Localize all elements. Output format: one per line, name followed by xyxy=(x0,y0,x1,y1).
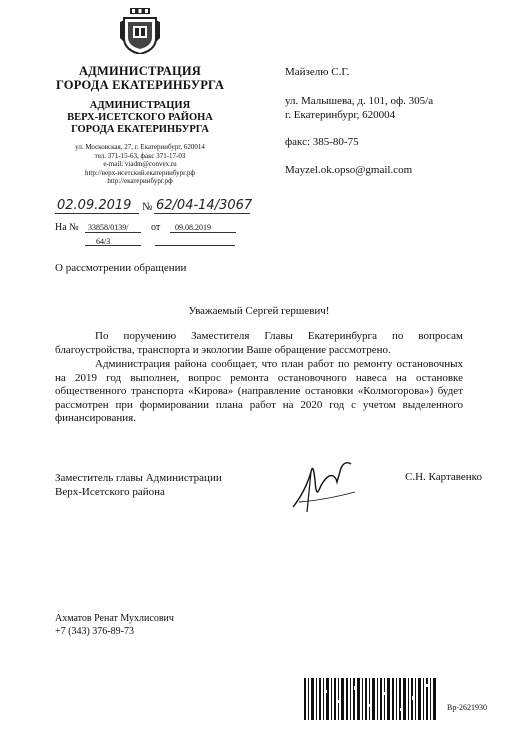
ref-from: от xyxy=(151,222,161,233)
signatory-title-line1: Заместитель главы Администрации xyxy=(55,472,222,484)
ref-date: 09.08.2019 xyxy=(175,223,211,232)
recipient-fax: факс: 385-80-75 xyxy=(285,136,359,148)
district-line1: АДМИНИСТРАЦИЯ xyxy=(89,100,191,111)
district-line2: ВЕРХ-ИСЕТСКОГО РАЙОНА xyxy=(67,112,213,123)
address-line5: http://екатеринбург.рф xyxy=(107,177,173,186)
ref-sub: 64/3 xyxy=(96,237,111,246)
signatory-title-line2: Верх-Исетского района xyxy=(55,486,165,498)
handwritten-signature xyxy=(285,452,365,517)
address-line3: e-mail: viadm@convex.ru xyxy=(103,160,177,169)
greeting: Уважаемый Сергей гершевич! xyxy=(188,305,330,317)
letter-subject: О рассмотрении обращении xyxy=(55,262,187,274)
recipient-street: ул. Малышева, д. 101, оф. 305/а xyxy=(285,95,434,107)
admin-line1: АДМИНИСТРАЦИЯ xyxy=(78,64,202,78)
executor-phone: +7 (343) 376-89-73 xyxy=(55,626,134,637)
recipient-city: г. Екатеринбург, 620004 xyxy=(285,109,396,121)
paragraph-2: Администрация района сообщает, что план работ по ремонту остановочных на 2019 год выполнен, вопрос ремонта остановочного навеса на остановке общественного транспорта «Кирова» (направление остановки «Колмогорова») будет рассмотрен при формировании плана работ на 2020 год с учетом выделенного финансирования. xyxy=(55,358,463,425)
district-contacts xyxy=(50,143,230,186)
document-code: Вр-2621930 xyxy=(447,703,487,712)
address-line2: тел. 371-15-63, факс 371-17-03 xyxy=(94,151,186,160)
paragraph-1: По поручению Заместителя Главы Екатеринбурга по вопросам благоустройства, транспорта и экологии Ваше обращение рассмотрено. xyxy=(55,330,463,356)
outgoing-number: 62/04-14/3067 xyxy=(156,198,253,213)
recipient-name: Майзелю С.Г. xyxy=(285,66,350,78)
district-line3: ГОРОДА ЕКАТЕРИНБУРГА xyxy=(71,124,209,135)
address-line1: ул. Московская, 27, г. Екатеринбург, 620014 xyxy=(75,143,205,151)
city-administration-title xyxy=(50,64,230,92)
ref-label: На № xyxy=(55,222,79,233)
executor-block xyxy=(55,612,174,638)
ref-number: 33858/0139/ xyxy=(88,223,129,232)
signatory-title xyxy=(55,471,222,499)
number-label: № xyxy=(142,201,153,213)
barcode-icon xyxy=(304,678,437,720)
district-administration-title xyxy=(50,100,230,136)
outgoing-date: 02.09.2019 xyxy=(57,198,132,213)
address-line4: http://верх-исетский.екатеринбург.рф xyxy=(84,168,195,177)
coat-of-arms-icon xyxy=(120,8,160,54)
admin-line2: ГОРОДА ЕКАТЕРИНБУРГА xyxy=(55,78,225,92)
signatory-name: С.Н. Картавенко xyxy=(405,471,482,483)
recipient-email: Mayzel.ok.opso@gmail.com xyxy=(285,164,413,176)
executor-name: Ахматов Ренат Мухлисович xyxy=(55,613,174,624)
